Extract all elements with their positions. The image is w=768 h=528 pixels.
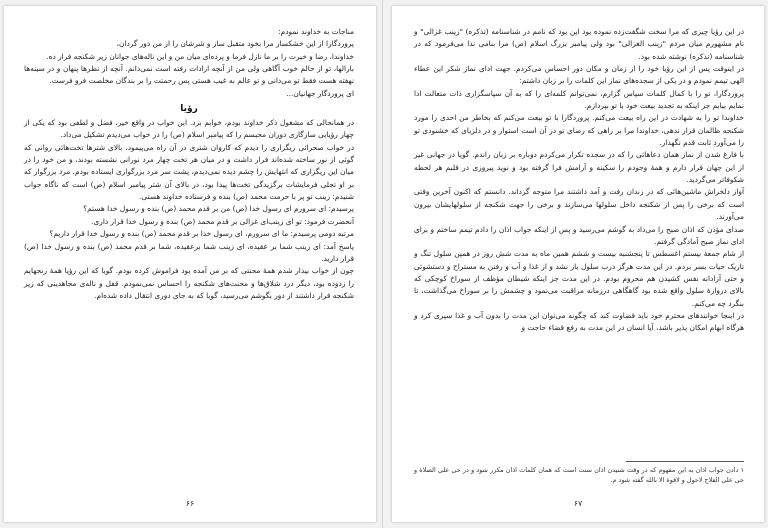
paragraph: پروردگارا، تو را با کمال کلمات سپاس گزارم، نمی‌توانم کلمه‌ای را که به آن سپاسگزاری ذات متعالت ادا نمایم بیابم جز اینکه به تجدید بیعت خود با تو بپردازم. — [414, 88, 744, 111]
paragraph: بارالها، تو از حالم خوب آگاهی ولی من از آنچه ارادات رفته است نمی‌دانم. آنچه از نظرها پنهان و در سینه‌ها نهفته هست فقط تو می‌دانی و تو عالم به غیب هستی پس رحمتت را بر بندگان مخلصت فرو فرست. — [24, 64, 354, 86]
paragraph: آنحضرت فرمود: تو ای زینب‌ای غزالی بر قدم محمد (ص) بنده و رسول خدا قرار داری. — [91, 216, 354, 226]
footnote-divider — [626, 461, 744, 462]
paragraph: پروردگارا از این خشکسار مرا بخود متقبل ساز و شرشان را از من دور گردان، — [116, 39, 354, 49]
paragraph: با فارغ شدن از نماز همان دعاهائی را که در سجده تکرار می‌کردم دوباره بر زبان راندم. گویا در جهانی غیر از این جهان قرار دارم و همهٔ وجودم را سکینه و آرامش فرا گرفته بود و نوید پیروزی در قلبم هر لحظه شکوفاتر می‌گردید. — [414, 150, 744, 185]
paragraph: در این رؤیا چیزی که مرا سخت شگفت‌زده نموده بود این بود که نامم در شناسنامه (تذکره) "زینب غزالی" و نام مشهورم میان مردم "زینب الغزالی" بود ولی پیامبر بزرگ اسلام (ص) مرا بنامی ندا می‌فرمود که در شناسنامه (تذکره) نوشته شده بود. — [414, 27, 744, 61]
paragraph: خداوندا تو را به شهادت در این راه بیعت می‌کنم. پروردگارا با تو بیعت می‌کنم که بخاطر من احدی را مورد شکنجه ظالمان قرار ندهی، خداوندا مرا بر راهی که رضای تو در آن است استوار و در دلزیای که خشنودی تو را می‌آورد ثابت قدم نگهدار. — [414, 113, 744, 148]
left-intro — [24, 26, 354, 100]
left-page — [4, 6, 376, 522]
paragraph: مناجات به خداوند نمودم: — [278, 27, 354, 36]
paragraph: صدای مؤذن که اذان صبح را می‌داد به گوشم می‌رسید و پس از اینکه جواب اذان را دادم تیمم ساختم و برای ادای نماز صبح آمادگی گرفتم. — [414, 224, 744, 246]
paragraph: پاسخ آمد: ای زینب شما بر عقیده، ای زینب شما برعقیده، شما بر قدم محمد (ص) بنده و رسول خدا (ص) قرار دارید. — [24, 241, 354, 263]
paragraph: در همانحالی که مشغول ذکر خداوند بودم، خوابم برد. این خواب در واقع خیر، فضل و لطفی بود که یکی از چهار رؤیایی سازگاری دوران محبسم را که پیامبر اسلام (ص) را در خواب می‌دیدم تشکیل می‌داد. — [24, 118, 354, 140]
paragraph: چون از خواب بیدار شدم همهٔ محنتی که بر من آمده بود فراموش کرده بودم. گویا که این رؤیا همهٔ رنجهایم را زدوده بود، دیگر درد شلاق‌ها و محنت‌های شکنجه را احساس نمی‌نمودم. قفل و ناله‌ی مجاهدینی که زیر شکنجه قرار داشتند از دور بگوشم می‌رسید، گویا که به جای دوری انتقال داده شده‌ام. — [24, 266, 354, 300]
left-body — [24, 117, 354, 302]
page-number: ۶۷ — [573, 499, 583, 508]
paragraph: پرسیدم: ای سرورم ای رسول خدا (ص) من بر قدم محمد (ص) بنده و رسول خدا هستم؟ — [83, 204, 354, 214]
right-body — [414, 26, 744, 335]
paragraph: آواز دلخراش ماشین‌هائی که در زندان رفت و آمد داشتند مرا متوجه گرداند. دانستم که اکنون آخرین وقتی است که برخی را پس از شکنجه داخل سلولها می‌سازند و برخی را جهت شکنجه از سلولهایشان بیرون می‌آورند. — [414, 187, 744, 222]
paragraph: ای پروردگار جهانیان... — [286, 88, 354, 98]
section-heading: رؤیا — [180, 104, 198, 115]
paragraph: در اینجا خوانندهای محترم خود باید قضاوت کند که چگونه می‌توان این مدت را بدون آب و غذا سپری کرد و هرگاه ابهام امکان پذیر باشد، آیا انسان در این مدت به رفع قضاء حاجت و — [414, 310, 744, 333]
book-gutter — [382, 0, 383, 528]
page-number: ۶۶ — [185, 499, 195, 508]
paragraph: از شام جمعهٔ بیستم اغسطس تا پنجشنبه بیست و ششم همین ماه به مدت شش روز در همین سلول تنگ و تاریک حیات بسر بردم. در این مدت هرگز درب سلول باز نشد و از غذا و آب و رفتن به مستراح و دستشوئی و حتی آزادانه نفس کشیدن هم محروم بودم. در این مدت جز اینکه شیطان مؤظف از سوراخ کوچکی که بالای دروازهٔ سلول واقع شده بود گاهگاهی درزمانه مراقبت می‌نمود و چشمش را بر سوراخ می‌گذاشت، تا بنگرد چه می‌کنم. — [414, 249, 744, 308]
paragraph: در خواب صحرائی ریگزاری را دیدم که کاروان شتری در آن راه می‌پیمود، بالای شترها تخت‌هائی روانی که گوئی از نور ساخته شده‌اند قرار داشت و در میان هر تخت چهار مرد نورانی نشسته بودند، و من خود را در میان این ریگزاری که انتهایش را چشم دیده نمی‌دیدم، پشت سر مرد بزرگواری ایستاده بودم. مرد بزرگوار که بر او تجلی فرمایشات برگزیدگی تخت‌ها پیدا بود، در بالای آن شتر پیامبر اسلام (ص) است که ناگاه جواب شنیدم: زینب تو پر با حرمت محمد (ص) بنده و فرستاده خداوند هستی. — [24, 142, 354, 202]
footnotes — [414, 465, 744, 485]
right-page — [392, 6, 764, 522]
paragraph: مرتبه دومی پرسیدم: ما ای سرورم، ای رسول خدا بر قدم محمد (ص) بنده و رسول خدا قرار داریم؟ — [49, 229, 354, 239]
footnote: ۱ دادن جواب اذان به این مفهوم که در وقت شنیدن اذان سنت است که همان کلمات اذان مکرر شود و در حی علی الصلاة و حی علی الفلاح لاحول و لاقوة الا بالله گفته شود م. — [414, 466, 744, 484]
paragraph: خداوندا، رضا و خیرت را بر ما نازل فرما و پرده‌ای میان من و این ناله‌های جوانان زیر شکنجه قرار ده. — [46, 51, 354, 61]
paragraph: در اینوقت پس از این رؤیا خود را از زمان و مکان دور احساس می‌کردم. جهت ادای نماز شکر این عطاء الهی تیمم نمودم و در یکی از سجده‌های نماز این کلمات را بر زبان داشتم: — [414, 64, 744, 86]
